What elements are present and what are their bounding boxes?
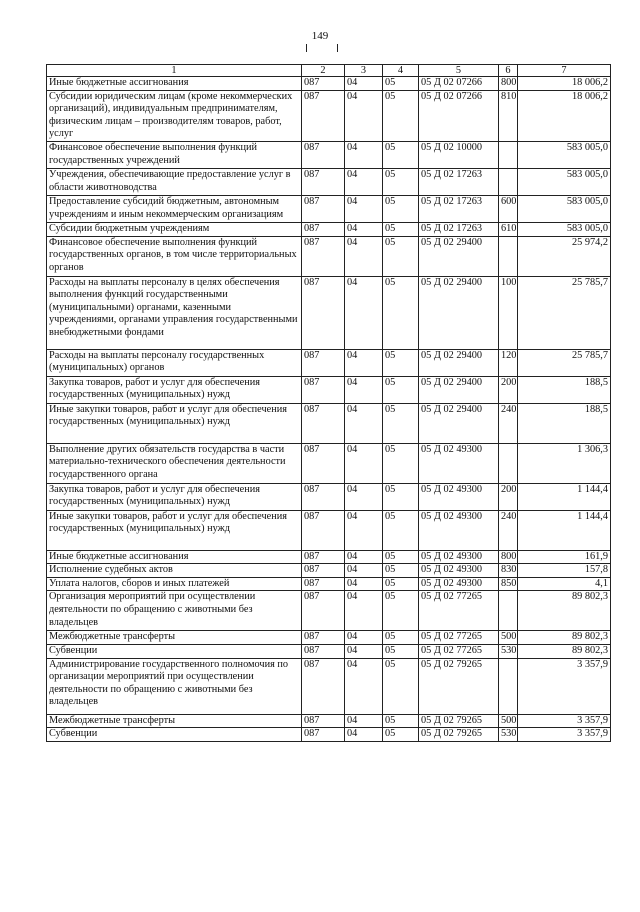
table-row [47, 714, 611, 728]
cell-csr: 05 Д 02 49300 [419, 564, 499, 578]
cell-sum: 188,5 [518, 376, 611, 403]
table-row [47, 631, 611, 645]
cell-pr: 05 [383, 658, 419, 714]
cell-pr: 05 [383, 222, 419, 236]
cell-name: Предоставление субсидий бюджетным, автономным учреждениям и иным некоммерческим организациям [47, 195, 302, 222]
cell-sum: 25 785,7 [518, 276, 611, 349]
cell-sum: 25 974,2 [518, 236, 611, 276]
cell-pr: 05 [383, 77, 419, 91]
cell-pr: 05 [383, 631, 419, 645]
cell-rz: 04 [345, 714, 383, 728]
cell-rz: 04 [345, 728, 383, 742]
cell-csr: 05 Д 02 49300 [419, 483, 499, 510]
cell-name: Исполнение судебных актов [47, 564, 302, 578]
table-row [47, 276, 611, 349]
cell-ved: 087 [302, 728, 345, 742]
cell-sum: 3 357,9 [518, 658, 611, 714]
cell-name: Финансовое обеспечение выполнения функций государственных учреждений [47, 141, 302, 168]
cell-sum: 1 306,3 [518, 443, 611, 483]
cell-sum: 161,9 [518, 550, 611, 564]
cell-ved: 087 [302, 141, 345, 168]
table-row [47, 510, 611, 550]
cell-rz: 04 [345, 577, 383, 591]
cell-pr: 05 [383, 276, 419, 349]
cell-csr: 05 Д 02 07266 [419, 90, 499, 141]
cell-sum: 89 802,3 [518, 591, 611, 631]
scan-artifact-lines [306, 44, 338, 52]
cell-rz: 04 [345, 222, 383, 236]
cell-ved: 087 [302, 631, 345, 645]
cell-pr: 05 [383, 443, 419, 483]
table-body [47, 77, 611, 742]
cell-csr: 05 Д 02 49300 [419, 510, 499, 550]
cell-rz: 04 [345, 564, 383, 578]
cell-sum: 1 144,4 [518, 510, 611, 550]
cell-sum: 583 005,0 [518, 222, 611, 236]
cell-rz: 04 [345, 77, 383, 91]
cell-vr [499, 658, 518, 714]
cell-csr: 05 Д 02 29400 [419, 276, 499, 349]
column-number: 7 [518, 65, 611, 77]
cell-pr: 05 [383, 195, 419, 222]
cell-sum: 89 802,3 [518, 631, 611, 645]
cell-vr: 800 [499, 77, 518, 91]
cell-name: Иные бюджетные ассигнования [47, 550, 302, 564]
cell-csr: 05 Д 02 17263 [419, 222, 499, 236]
table-row [47, 90, 611, 141]
cell-vr: 830 [499, 564, 518, 578]
cell-pr: 05 [383, 550, 419, 564]
cell-ved: 087 [302, 577, 345, 591]
budget-table [46, 64, 611, 742]
cell-ved: 087 [302, 376, 345, 403]
cell-vr: 530 [499, 728, 518, 742]
cell-name: Расходы на выплаты персоналу государственных (муниципальных) органов [47, 349, 302, 376]
cell-pr: 05 [383, 141, 419, 168]
cell-vr: 600 [499, 195, 518, 222]
cell-csr: 05 Д 02 49300 [419, 577, 499, 591]
cell-csr: 05 Д 02 77265 [419, 591, 499, 631]
cell-csr: 05 Д 02 10000 [419, 141, 499, 168]
cell-csr: 05 Д 02 79265 [419, 714, 499, 728]
cell-vr [499, 168, 518, 195]
cell-name: Иные закупки товаров, работ и услуг для обеспечения государственных (муниципальных) нужд [47, 403, 302, 443]
cell-pr: 05 [383, 349, 419, 376]
column-number: 1 [47, 65, 302, 77]
cell-vr: 100 [499, 276, 518, 349]
table-row [47, 644, 611, 658]
cell-name: Субвенции [47, 728, 302, 742]
table-row [47, 483, 611, 510]
cell-name: Учреждения, обеспечивающие предоставление услуг в области животноводства [47, 168, 302, 195]
cell-csr: 05 Д 02 29400 [419, 349, 499, 376]
cell-rz: 04 [345, 403, 383, 443]
cell-name: Субвенции [47, 644, 302, 658]
cell-name: Закупка товаров, работ и услуг для обеспечения государственных (муниципальных) нужд [47, 376, 302, 403]
cell-csr: 05 Д 02 07266 [419, 77, 499, 91]
column-number: 4 [383, 65, 419, 77]
table-row [47, 222, 611, 236]
cell-name: Выполнение других обязательств государства в части материально-технического обеспечения деятельности государственного органа [47, 443, 302, 483]
cell-pr: 05 [383, 483, 419, 510]
cell-vr: 500 [499, 631, 518, 645]
cell-vr [499, 141, 518, 168]
cell-rz: 04 [345, 644, 383, 658]
table-row [47, 591, 611, 631]
cell-name: Организация мероприятий при осуществлении деятельности по обращению с животными без владельцев [47, 591, 302, 631]
cell-sum: 583 005,0 [518, 168, 611, 195]
cell-vr [499, 236, 518, 276]
cell-ved: 087 [302, 510, 345, 550]
cell-pr: 05 [383, 236, 419, 276]
cell-rz: 04 [345, 276, 383, 349]
cell-name: Субсидии бюджетным учреждениям [47, 222, 302, 236]
cell-rz: 04 [345, 349, 383, 376]
cell-csr: 05 Д 02 29400 [419, 403, 499, 443]
cell-vr: 800 [499, 550, 518, 564]
cell-name: Закупка товаров, работ и услуг для обеспечения государственных (муниципальных) нужд [47, 483, 302, 510]
cell-name: Финансовое обеспечение выполнения функций государственных органов, в том числе территориальных органов [47, 236, 302, 276]
cell-ved: 087 [302, 403, 345, 443]
cell-name: Уплата налогов, сборов и иных платежей [47, 577, 302, 591]
cell-sum: 4,1 [518, 577, 611, 591]
cell-csr: 05 Д 02 17263 [419, 168, 499, 195]
cell-pr: 05 [383, 376, 419, 403]
cell-pr: 05 [383, 564, 419, 578]
cell-sum: 583 005,0 [518, 195, 611, 222]
cell-rz: 04 [345, 141, 383, 168]
cell-csr: 05 Д 02 79265 [419, 658, 499, 714]
cell-ved: 087 [302, 443, 345, 483]
cell-rz: 04 [345, 591, 383, 631]
page-number: 149 [311, 30, 329, 42]
cell-rz: 04 [345, 550, 383, 564]
cell-pr: 05 [383, 644, 419, 658]
cell-vr: 200 [499, 483, 518, 510]
cell-sum: 157,8 [518, 564, 611, 578]
cell-rz: 04 [345, 376, 383, 403]
cell-pr: 05 [383, 168, 419, 195]
table-row [47, 728, 611, 742]
cell-csr: 05 Д 02 49300 [419, 550, 499, 564]
cell-sum: 89 802,3 [518, 644, 611, 658]
cell-sum: 583 005,0 [518, 141, 611, 168]
cell-csr: 05 Д 02 17263 [419, 195, 499, 222]
cell-pr: 05 [383, 714, 419, 728]
cell-sum: 3 357,9 [518, 714, 611, 728]
cell-ved: 087 [302, 276, 345, 349]
table-row [47, 376, 611, 403]
table-row [47, 443, 611, 483]
cell-csr: 05 Д 02 77265 [419, 631, 499, 645]
cell-name: Иные бюджетные ассигнования [47, 77, 302, 91]
cell-pr: 05 [383, 591, 419, 631]
cell-csr: 05 Д 02 49300 [419, 443, 499, 483]
cell-sum: 25 785,7 [518, 349, 611, 376]
cell-ved: 087 [302, 195, 345, 222]
cell-ved: 087 [302, 222, 345, 236]
cell-name: Межбюджетные трансферты [47, 631, 302, 645]
cell-vr: 120 [499, 349, 518, 376]
cell-vr: 240 [499, 510, 518, 550]
table-row [47, 349, 611, 376]
cell-name: Субсидии юридическим лицам (кроме некоммерческих организаций), индивидуальным предпринимателям, физическим лицам – производителям товаров, работ, услуг [47, 90, 302, 141]
cell-sum: 18 006,2 [518, 90, 611, 141]
column-number-row [47, 65, 611, 77]
table-row [47, 550, 611, 564]
cell-ved: 087 [302, 77, 345, 91]
cell-ved: 087 [302, 90, 345, 141]
column-number: 3 [345, 65, 383, 77]
table-row [47, 77, 611, 91]
cell-ved: 087 [302, 550, 345, 564]
table-row [47, 658, 611, 714]
cell-vr: 240 [499, 403, 518, 443]
cell-ved: 087 [302, 714, 345, 728]
cell-vr: 850 [499, 577, 518, 591]
cell-ved: 087 [302, 236, 345, 276]
cell-ved: 087 [302, 591, 345, 631]
cell-rz: 04 [345, 510, 383, 550]
cell-pr: 05 [383, 510, 419, 550]
table-row [47, 577, 611, 591]
cell-csr: 05 Д 02 29400 [419, 376, 499, 403]
cell-ved: 087 [302, 168, 345, 195]
table-row [47, 195, 611, 222]
cell-pr: 05 [383, 90, 419, 141]
cell-sum: 18 006,2 [518, 77, 611, 91]
column-number: 6 [499, 65, 518, 77]
cell-vr: 200 [499, 376, 518, 403]
cell-ved: 087 [302, 658, 345, 714]
cell-sum: 1 144,4 [518, 483, 611, 510]
cell-rz: 04 [345, 90, 383, 141]
cell-ved: 087 [302, 349, 345, 376]
cell-sum: 3 357,9 [518, 728, 611, 742]
cell-rz: 04 [345, 658, 383, 714]
cell-rz: 04 [345, 443, 383, 483]
cell-ved: 087 [302, 483, 345, 510]
cell-vr: 530 [499, 644, 518, 658]
column-number: 2 [302, 65, 345, 77]
table-row [47, 564, 611, 578]
table-row [47, 141, 611, 168]
cell-rz: 04 [345, 236, 383, 276]
cell-name: Расходы на выплаты персоналу в целях обеспечения выполнения функций государственными (муниципальными) органами, казенными учреждениями, органами управления государственными внебюджетными фондами [47, 276, 302, 349]
cell-vr [499, 443, 518, 483]
cell-pr: 05 [383, 577, 419, 591]
cell-vr [499, 591, 518, 631]
cell-csr: 05 Д 02 79265 [419, 728, 499, 742]
column-number: 5 [419, 65, 499, 77]
table-row [47, 168, 611, 195]
cell-ved: 087 [302, 644, 345, 658]
table-row [47, 236, 611, 276]
cell-vr: 500 [499, 714, 518, 728]
cell-vr: 610 [499, 222, 518, 236]
cell-rz: 04 [345, 483, 383, 510]
cell-name: Межбюджетные трансферты [47, 714, 302, 728]
cell-ved: 087 [302, 564, 345, 578]
cell-sum: 188,5 [518, 403, 611, 443]
cell-pr: 05 [383, 403, 419, 443]
cell-csr: 05 Д 02 77265 [419, 644, 499, 658]
cell-rz: 04 [345, 631, 383, 645]
cell-vr: 810 [499, 90, 518, 141]
cell-name: Иные закупки товаров, работ и услуг для обеспечения государственных (муниципальных) нужд [47, 510, 302, 550]
cell-rz: 04 [345, 168, 383, 195]
table-row [47, 403, 611, 443]
cell-rz: 04 [345, 195, 383, 222]
cell-pr: 05 [383, 728, 419, 742]
cell-name: Администрирование государственного полномочия по организации мероприятий при осуществлении деятельности по обращению с животными без владельцев [47, 658, 302, 714]
cell-csr: 05 Д 02 29400 [419, 236, 499, 276]
